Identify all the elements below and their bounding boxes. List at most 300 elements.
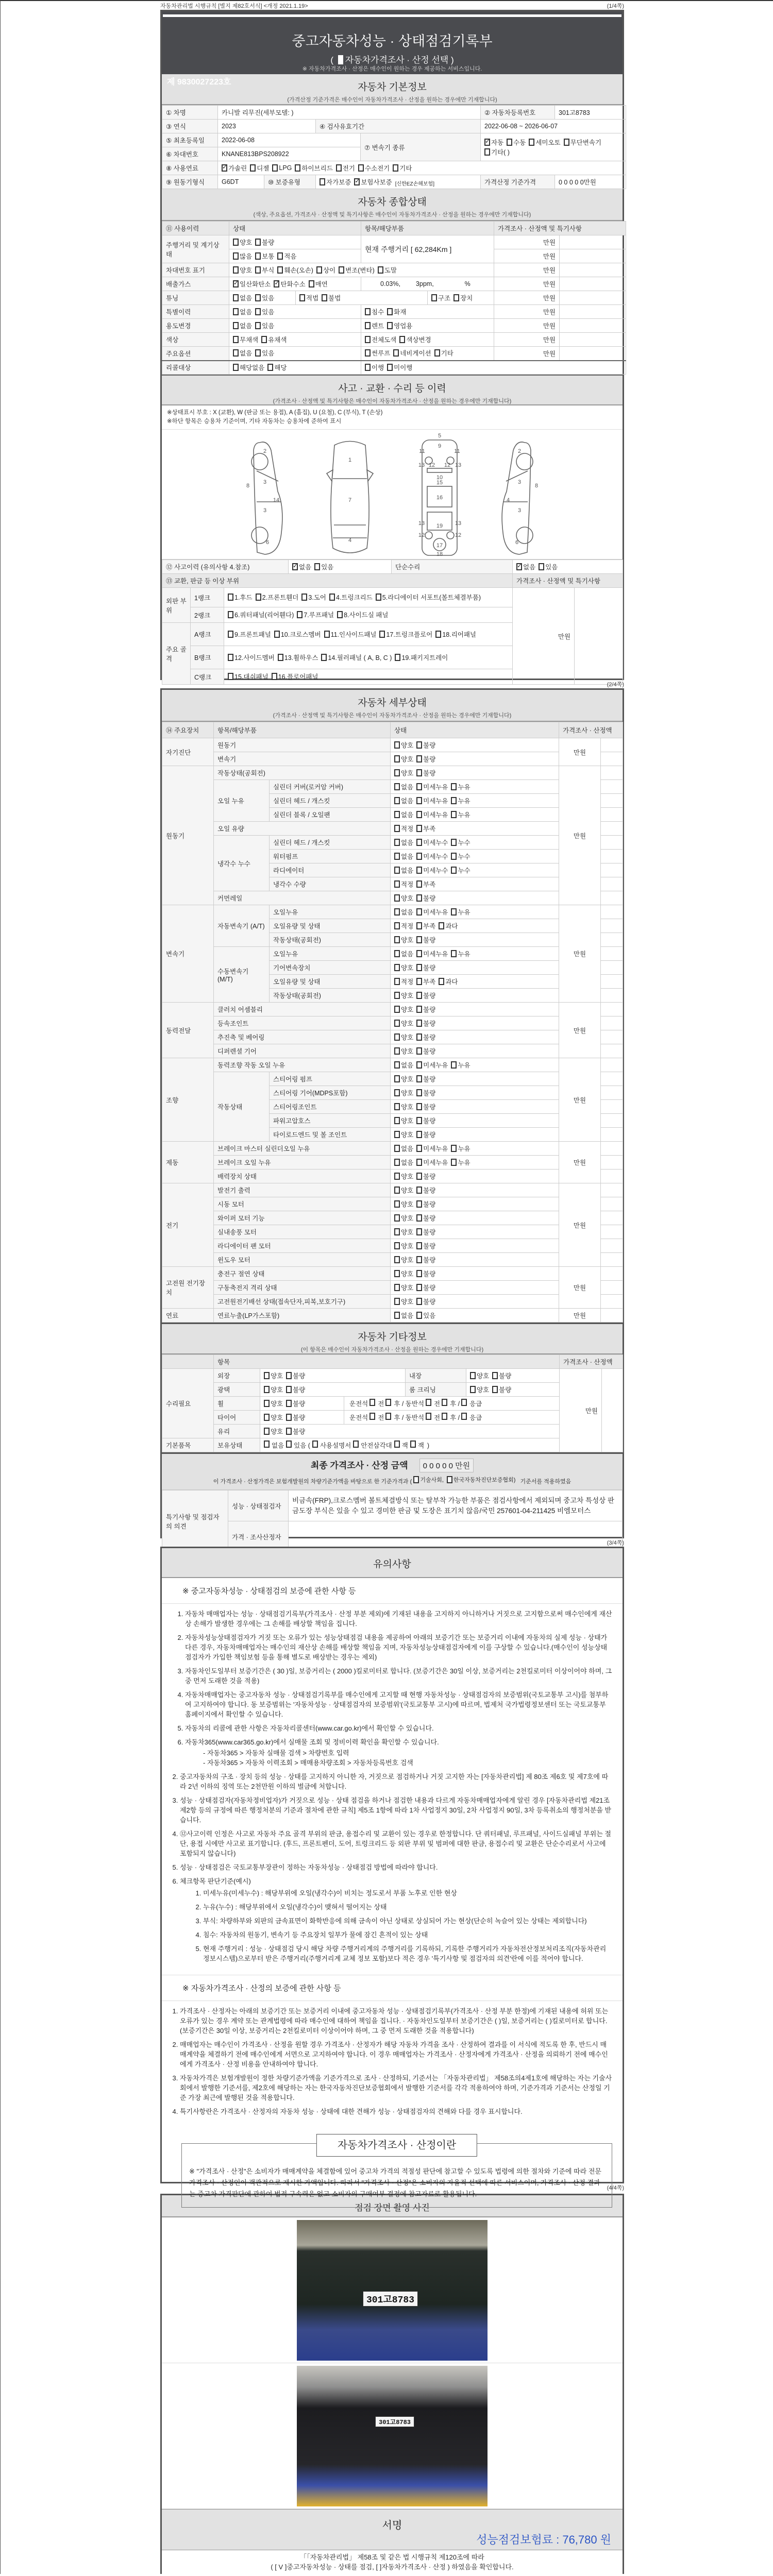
checkbox-option[interactable] bbox=[394, 1297, 413, 1306]
checkbox[interactable] bbox=[470, 1372, 476, 1379]
checkbox[interactable] bbox=[292, 563, 298, 570]
checkbox[interactable] bbox=[365, 364, 371, 371]
checkbox[interactable] bbox=[264, 1414, 270, 1421]
checkbox-option[interactable] bbox=[451, 852, 470, 861]
checkbox[interactable] bbox=[416, 1145, 422, 1152]
checkbox-option[interactable] bbox=[451, 796, 470, 805]
checkbox-option[interactable] bbox=[394, 1255, 413, 1264]
checkbox[interactable] bbox=[228, 611, 233, 618]
checkbox-option[interactable] bbox=[451, 838, 470, 847]
checkbox[interactable] bbox=[426, 1399, 431, 1406]
checkbox[interactable] bbox=[322, 294, 327, 301]
checkbox[interactable] bbox=[484, 148, 490, 156]
checkbox-option[interactable] bbox=[416, 921, 435, 930]
checkbox[interactable] bbox=[286, 1386, 292, 1393]
price-input[interactable] bbox=[601, 836, 623, 850]
checkbox-option[interactable] bbox=[286, 1371, 305, 1380]
checkbox-option[interactable] bbox=[447, 1476, 516, 1484]
checkbox[interactable] bbox=[416, 964, 422, 971]
checkbox[interactable] bbox=[416, 1228, 422, 1235]
checkbox-option[interactable] bbox=[394, 796, 413, 805]
checkbox[interactable] bbox=[233, 349, 239, 357]
checkbox-option[interactable] bbox=[278, 653, 318, 662]
checkbox[interactable] bbox=[299, 294, 305, 301]
checkbox[interactable] bbox=[250, 164, 256, 172]
checkbox-option[interactable] bbox=[416, 1227, 435, 1236]
price-input[interactable] bbox=[601, 1253, 623, 1267]
checkbox-option[interactable] bbox=[416, 1185, 435, 1195]
checkbox[interactable] bbox=[286, 1428, 292, 1435]
checkbox[interactable] bbox=[434, 349, 440, 357]
checkbox[interactable] bbox=[354, 178, 360, 185]
price-input[interactable] bbox=[601, 1281, 623, 1295]
checkbox[interactable] bbox=[309, 280, 314, 287]
checkbox[interactable] bbox=[416, 1089, 422, 1096]
checkbox[interactable] bbox=[312, 1440, 318, 1448]
checkbox[interactable] bbox=[233, 294, 239, 301]
checkbox[interactable] bbox=[394, 825, 400, 832]
price-input[interactable] bbox=[601, 1114, 623, 1128]
checkbox-option[interactable] bbox=[451, 949, 470, 958]
checkbox[interactable] bbox=[416, 741, 422, 749]
checkbox[interactable] bbox=[233, 266, 239, 274]
checkbox[interactable] bbox=[277, 252, 283, 260]
checkbox[interactable] bbox=[301, 594, 307, 601]
checkbox[interactable] bbox=[416, 783, 422, 790]
checkbox[interactable] bbox=[416, 1061, 422, 1069]
checkbox-option[interactable] bbox=[228, 630, 271, 639]
checkbox[interactable] bbox=[394, 1440, 400, 1448]
checkbox[interactable] bbox=[353, 1440, 359, 1448]
checkbox-option[interactable] bbox=[233, 307, 252, 316]
checkbox[interactable] bbox=[394, 811, 400, 818]
checkbox-option[interactable] bbox=[222, 163, 247, 173]
checkbox-option[interactable] bbox=[416, 1158, 448, 1167]
checkbox[interactable] bbox=[451, 1061, 457, 1069]
checkbox-option[interactable] bbox=[274, 630, 321, 639]
checkbox-option[interactable] bbox=[365, 335, 396, 344]
checkbox-option[interactable] bbox=[416, 1046, 435, 1056]
price-input[interactable] bbox=[601, 1016, 623, 1030]
checkbox[interactable] bbox=[416, 1242, 422, 1249]
checkbox-option[interactable] bbox=[394, 1185, 413, 1195]
checkbox[interactable] bbox=[416, 797, 422, 804]
checkbox[interactable] bbox=[365, 349, 371, 357]
checkbox[interactable] bbox=[394, 936, 400, 943]
checkbox[interactable] bbox=[416, 894, 422, 902]
checkbox[interactable] bbox=[228, 594, 233, 601]
checkbox-option[interactable] bbox=[394, 879, 413, 889]
checkbox[interactable] bbox=[255, 266, 261, 274]
checkbox-option[interactable] bbox=[416, 1255, 435, 1264]
checkbox-option[interactable] bbox=[316, 265, 335, 275]
checkbox-option[interactable] bbox=[416, 1088, 435, 1097]
checkbox-option[interactable] bbox=[416, 796, 448, 805]
checkbox-option[interactable] bbox=[394, 1019, 413, 1028]
checkbox-option[interactable] bbox=[365, 321, 384, 330]
checkbox-option[interactable] bbox=[329, 592, 373, 602]
checkbox-option[interactable] bbox=[394, 921, 413, 930]
price-input[interactable] bbox=[601, 933, 623, 947]
checkbox[interactable] bbox=[451, 950, 457, 957]
checkbox-option[interactable] bbox=[394, 963, 413, 972]
checkbox-option[interactable] bbox=[394, 1005, 413, 1014]
checkbox[interactable] bbox=[416, 950, 422, 957]
checkbox-option[interactable] bbox=[416, 893, 435, 903]
checkbox-option[interactable] bbox=[264, 1427, 283, 1436]
checkbox[interactable] bbox=[439, 922, 444, 929]
price-input[interactable] bbox=[560, 333, 626, 347]
checkbox[interactable] bbox=[416, 839, 422, 846]
checkbox[interactable] bbox=[451, 839, 457, 846]
price-input[interactable] bbox=[601, 1211, 623, 1225]
checkbox-option[interactable] bbox=[354, 177, 392, 187]
checkbox[interactable] bbox=[329, 594, 335, 601]
checkbox-option[interactable] bbox=[267, 363, 287, 372]
checkbox-option[interactable] bbox=[394, 810, 413, 819]
checkbox[interactable] bbox=[416, 1020, 422, 1027]
checkbox-option[interactable] bbox=[394, 740, 413, 750]
checkbox[interactable] bbox=[314, 563, 320, 570]
price-input[interactable] bbox=[601, 975, 623, 989]
price-input[interactable] bbox=[601, 780, 623, 794]
checkbox-option[interactable] bbox=[394, 893, 413, 903]
checkbox-option[interactable] bbox=[394, 1060, 413, 1070]
checkbox[interactable] bbox=[539, 563, 544, 570]
checkbox-option[interactable] bbox=[394, 977, 413, 986]
checkbox-option[interactable] bbox=[394, 1199, 413, 1209]
checkbox[interactable] bbox=[233, 280, 239, 287]
checkbox-option[interactable] bbox=[394, 1241, 413, 1250]
checkbox-option[interactable] bbox=[394, 838, 413, 847]
price-input[interactable] bbox=[560, 347, 626, 361]
checkbox-option[interactable] bbox=[416, 907, 448, 917]
checkbox-option[interactable] bbox=[228, 610, 294, 619]
checkbox[interactable] bbox=[461, 1413, 467, 1420]
checkbox-option[interactable] bbox=[416, 1116, 435, 1125]
checkbox[interactable] bbox=[255, 322, 261, 329]
price-input[interactable] bbox=[560, 277, 626, 291]
checkbox-option[interactable] bbox=[394, 1269, 413, 1278]
checkbox[interactable] bbox=[394, 1298, 400, 1305]
checkbox[interactable] bbox=[222, 164, 227, 172]
checkbox[interactable] bbox=[394, 1284, 400, 1291]
checkbox[interactable] bbox=[416, 1312, 422, 1319]
price-input[interactable] bbox=[601, 947, 623, 961]
checkbox-option[interactable] bbox=[416, 991, 435, 1000]
checkbox[interactable] bbox=[297, 611, 303, 618]
checkbox-option[interactable] bbox=[233, 251, 252, 261]
checkbox[interactable] bbox=[399, 336, 405, 343]
checkbox-option[interactable] bbox=[233, 265, 252, 275]
checkbox-option[interactable] bbox=[416, 1032, 435, 1042]
checkbox[interactable] bbox=[416, 922, 422, 929]
checkbox[interactable] bbox=[233, 252, 239, 260]
checkbox[interactable] bbox=[442, 1413, 447, 1420]
checkbox-option[interactable] bbox=[416, 1144, 448, 1153]
checkbox-option[interactable] bbox=[394, 991, 413, 1000]
checkbox-option[interactable] bbox=[264, 1413, 283, 1422]
checkbox[interactable] bbox=[416, 1006, 422, 1013]
checkbox[interactable] bbox=[394, 1270, 400, 1277]
checkbox[interactable] bbox=[255, 308, 261, 315]
checkbox[interactable] bbox=[507, 139, 512, 146]
checkbox-option[interactable] bbox=[286, 1427, 305, 1436]
checkbox-option[interactable] bbox=[416, 963, 435, 972]
checkbox-option[interactable] bbox=[394, 1116, 413, 1125]
checkbox[interactable] bbox=[233, 364, 239, 371]
checkbox-option[interactable] bbox=[416, 810, 448, 819]
checkbox[interactable] bbox=[272, 164, 278, 172]
checkbox[interactable] bbox=[416, 811, 422, 818]
checkbox[interactable] bbox=[394, 853, 400, 860]
checkbox-option[interactable] bbox=[416, 768, 435, 777]
checkbox-option[interactable] bbox=[286, 1413, 305, 1422]
checkbox[interactable] bbox=[394, 797, 400, 804]
price-input[interactable] bbox=[601, 1142, 623, 1156]
checkbox[interactable] bbox=[394, 1117, 400, 1124]
checkbox[interactable] bbox=[416, 880, 422, 888]
checkbox[interactable] bbox=[451, 1145, 457, 1152]
checkbox[interactable] bbox=[394, 1312, 400, 1319]
checkbox-option[interactable] bbox=[416, 754, 435, 764]
checkbox[interactable] bbox=[286, 1440, 292, 1448]
checkbox-option[interactable] bbox=[261, 335, 287, 344]
inspection-photo-front[interactable] bbox=[297, 2220, 488, 2361]
checkbox[interactable] bbox=[255, 252, 261, 260]
checkbox-option[interactable] bbox=[255, 348, 274, 358]
checkbox[interactable] bbox=[233, 336, 239, 343]
checkbox[interactable] bbox=[416, 978, 422, 985]
checkbox-option[interactable] bbox=[394, 1158, 413, 1167]
checkbox[interactable] bbox=[376, 594, 381, 601]
checkbox-option[interactable] bbox=[394, 1213, 413, 1223]
checkbox-option[interactable] bbox=[431, 293, 450, 302]
checkbox-option[interactable] bbox=[416, 935, 435, 944]
checkbox[interactable] bbox=[394, 978, 400, 985]
checkbox[interactable] bbox=[394, 880, 400, 888]
checkbox-option[interactable] bbox=[416, 1102, 435, 1111]
checkbox-option[interactable] bbox=[394, 1130, 413, 1139]
checkbox[interactable] bbox=[394, 922, 400, 929]
price-input[interactable] bbox=[601, 1295, 623, 1309]
checkbox-option[interactable] bbox=[309, 279, 328, 289]
price-input[interactable] bbox=[602, 1369, 623, 1452]
checkbox[interactable] bbox=[264, 1428, 270, 1435]
checkbox[interactable] bbox=[394, 964, 400, 971]
checkbox[interactable] bbox=[447, 1476, 452, 1483]
checkbox-option[interactable] bbox=[451, 782, 470, 791]
checkbox[interactable] bbox=[316, 266, 322, 274]
checkbox[interactable] bbox=[278, 654, 283, 661]
price-input[interactable] bbox=[601, 1072, 623, 1086]
checkbox-option[interactable] bbox=[435, 630, 476, 639]
checkbox[interactable] bbox=[394, 1200, 400, 1208]
price-input[interactable] bbox=[601, 1309, 623, 1323]
checkbox[interactable] bbox=[394, 741, 400, 749]
checkbox[interactable] bbox=[416, 1187, 422, 1194]
price-input[interactable] bbox=[601, 1197, 623, 1211]
price-input[interactable] bbox=[601, 1267, 623, 1281]
checkbox-option[interactable] bbox=[277, 265, 313, 275]
checkbox[interactable] bbox=[233, 308, 239, 315]
price-input[interactable] bbox=[601, 1100, 623, 1114]
checkbox[interactable] bbox=[416, 1033, 422, 1041]
checkbox-option[interactable] bbox=[264, 1385, 283, 1394]
checkbox[interactable] bbox=[274, 631, 280, 638]
checkbox[interactable] bbox=[255, 239, 261, 246]
checkbox[interactable] bbox=[324, 631, 330, 638]
price-input[interactable] bbox=[601, 850, 623, 863]
checkbox[interactable] bbox=[228, 631, 233, 638]
checkbox-option[interactable] bbox=[233, 238, 252, 247]
price-input[interactable] bbox=[601, 1044, 623, 1058]
checkbox-option[interactable] bbox=[394, 1311, 413, 1320]
checkbox[interactable] bbox=[369, 1413, 375, 1420]
checkbox[interactable] bbox=[394, 769, 400, 776]
checkbox[interactable] bbox=[492, 1386, 498, 1393]
checkbox-option[interactable] bbox=[301, 592, 326, 602]
checkbox-option[interactable] bbox=[286, 1385, 305, 1394]
price-input[interactable] bbox=[601, 1183, 623, 1197]
checkbox-option[interactable] bbox=[320, 177, 351, 187]
checkbox-option[interactable] bbox=[529, 138, 560, 147]
checkbox-option[interactable] bbox=[292, 562, 311, 571]
checkbox-option[interactable] bbox=[416, 1311, 435, 1320]
checkbox-option[interactable] bbox=[492, 1371, 511, 1380]
checkbox-option[interactable] bbox=[339, 265, 375, 275]
price-input[interactable] bbox=[601, 1058, 623, 1072]
checkbox-option[interactable] bbox=[416, 879, 435, 889]
checkbox-option[interactable] bbox=[394, 824, 413, 833]
checkbox-option[interactable] bbox=[451, 907, 470, 917]
checkbox[interactable] bbox=[426, 1413, 431, 1420]
checkbox-option[interactable] bbox=[416, 1241, 435, 1250]
checkbox-option[interactable] bbox=[376, 592, 481, 602]
checkbox-option[interactable] bbox=[264, 1399, 283, 1408]
checkbox[interactable] bbox=[416, 1214, 422, 1222]
checkbox[interactable] bbox=[379, 631, 385, 638]
checkbox-option[interactable] bbox=[255, 321, 274, 330]
checkbox[interactable] bbox=[255, 294, 261, 301]
checkbox-option[interactable] bbox=[416, 1213, 435, 1223]
checkbox[interactable] bbox=[320, 178, 325, 185]
checkbox-option[interactable] bbox=[365, 307, 384, 316]
checkbox[interactable] bbox=[336, 164, 342, 172]
checkbox-option[interactable] bbox=[394, 1283, 413, 1292]
checkbox-option[interactable] bbox=[394, 782, 413, 791]
checkbox-option[interactable] bbox=[470, 1371, 489, 1380]
checkbox-option[interactable] bbox=[233, 363, 264, 372]
checkbox[interactable] bbox=[393, 349, 399, 357]
checkbox-option[interactable] bbox=[416, 838, 448, 847]
checkbox[interactable] bbox=[286, 1372, 292, 1379]
checkbox-option[interactable] bbox=[387, 307, 406, 316]
checkbox-option[interactable] bbox=[394, 1046, 413, 1056]
checkbox-option[interactable] bbox=[394, 949, 413, 958]
checkbox-option[interactable] bbox=[233, 335, 258, 344]
price-input[interactable] bbox=[601, 961, 623, 975]
price-input[interactable] bbox=[560, 263, 626, 277]
checkbox[interactable] bbox=[233, 322, 239, 329]
checkbox[interactable] bbox=[256, 594, 261, 601]
checkbox-option[interactable] bbox=[451, 866, 470, 875]
checkbox[interactable] bbox=[394, 894, 400, 902]
checkbox-option[interactable] bbox=[416, 740, 435, 750]
checkbox[interactable] bbox=[416, 1284, 422, 1291]
checkbox-option[interactable] bbox=[416, 782, 448, 791]
checkbox-option[interactable] bbox=[516, 562, 535, 571]
checkbox[interactable] bbox=[564, 139, 569, 146]
checkbox-option[interactable] bbox=[255, 293, 274, 302]
checkbox[interactable] bbox=[394, 950, 400, 957]
checkbox-option[interactable] bbox=[470, 1385, 489, 1394]
checkbox-option[interactable] bbox=[378, 265, 397, 275]
checkbox[interactable] bbox=[416, 1200, 422, 1208]
checkbox-option[interactable] bbox=[393, 163, 412, 173]
checkbox-option[interactable] bbox=[416, 1172, 435, 1181]
checkbox-option[interactable] bbox=[416, 1297, 435, 1306]
checkbox-option[interactable] bbox=[416, 866, 448, 875]
price-input[interactable] bbox=[601, 822, 623, 836]
checkbox[interactable] bbox=[416, 853, 422, 860]
checkbox[interactable] bbox=[358, 164, 364, 172]
checkbox[interactable] bbox=[416, 1131, 422, 1138]
checkbox[interactable] bbox=[385, 1413, 391, 1420]
checkbox-option[interactable] bbox=[324, 630, 377, 639]
checkbox-option[interactable] bbox=[233, 321, 252, 330]
checkbox-option[interactable] bbox=[439, 921, 458, 930]
checkbox[interactable] bbox=[394, 1214, 400, 1222]
checkbox[interactable] bbox=[394, 1145, 400, 1152]
checkbox[interactable] bbox=[339, 266, 344, 274]
checkbox[interactable] bbox=[416, 1047, 422, 1055]
checkbox[interactable] bbox=[394, 783, 400, 790]
checkbox-option[interactable] bbox=[250, 163, 269, 173]
checkbox-option[interactable] bbox=[387, 321, 412, 330]
checkbox-option[interactable] bbox=[451, 1144, 470, 1153]
checkbox-option[interactable] bbox=[416, 1269, 435, 1278]
checkbox[interactable] bbox=[413, 1476, 419, 1483]
checkbox[interactable] bbox=[451, 797, 457, 804]
checkbox[interactable] bbox=[228, 673, 233, 680]
price-input[interactable] bbox=[601, 1003, 623, 1016]
checkbox[interactable] bbox=[416, 1103, 422, 1110]
checkbox[interactable] bbox=[394, 1228, 400, 1235]
checkbox[interactable] bbox=[416, 1159, 422, 1166]
checkbox-option[interactable] bbox=[413, 1476, 444, 1484]
checkbox-option[interactable] bbox=[394, 1102, 413, 1111]
checkbox-option[interactable] bbox=[395, 653, 448, 662]
checkbox[interactable] bbox=[394, 1020, 400, 1027]
checkbox[interactable] bbox=[431, 294, 437, 301]
checkbox-option[interactable] bbox=[451, 1158, 470, 1167]
checkbox[interactable] bbox=[416, 1298, 422, 1305]
checkbox[interactable] bbox=[416, 992, 422, 999]
checkbox[interactable] bbox=[451, 783, 457, 790]
checkbox-option[interactable] bbox=[228, 672, 268, 681]
price-input[interactable] bbox=[601, 919, 623, 933]
checkbox-option[interactable] bbox=[394, 935, 413, 944]
price-input[interactable] bbox=[601, 877, 623, 891]
checkbox[interactable] bbox=[394, 1061, 400, 1069]
price-input[interactable] bbox=[601, 1239, 623, 1253]
price-input[interactable] bbox=[560, 305, 626, 319]
checkbox[interactable] bbox=[387, 322, 393, 329]
price-input[interactable] bbox=[601, 1225, 623, 1239]
checkbox[interactable] bbox=[492, 1372, 498, 1379]
checkbox-option[interactable] bbox=[416, 824, 435, 833]
